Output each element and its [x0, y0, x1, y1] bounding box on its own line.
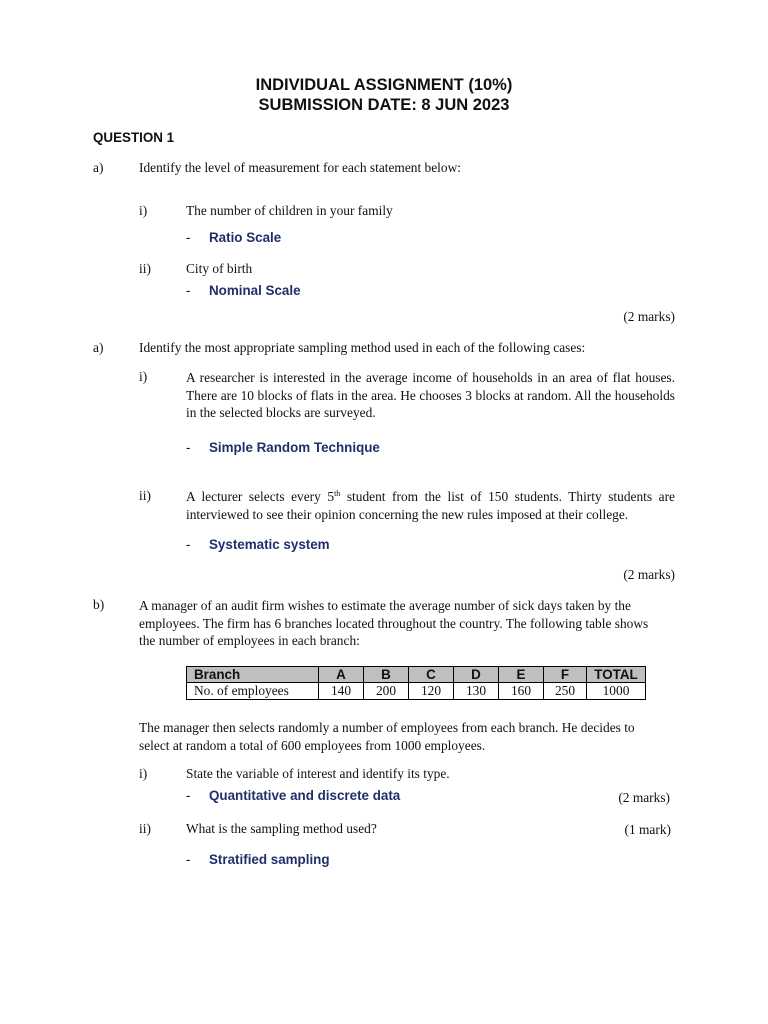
- table-cell: 250: [544, 683, 587, 700]
- table-row: [187, 683, 646, 700]
- table-cell: 120: [409, 683, 454, 700]
- part-followup-text: The manager then selects randomly a number of employees from each branch. He decides to select at random a total of 600 employees from 1000 employees.: [139, 720, 635, 753]
- answer-line: [186, 230, 190, 246]
- item-text: What is the sampling method used?: [186, 821, 377, 836]
- marks: (2 marks): [623, 309, 675, 324]
- marks: (2 marks): [618, 790, 670, 805]
- marks: (1 mark): [624, 822, 671, 837]
- part-text: A manager of an audit firm wishes to estimate the average number of sick days taken by the employees. The firm has 6 branches located throughout the country. The following table shows the number of employees in each branch:: [139, 598, 649, 649]
- part-text: Identify the level of measurement for each statement below:: [139, 160, 461, 175]
- part-label: a): [93, 160, 104, 175]
- answer-dash: -: [186, 788, 191, 803]
- table-cell: 1000: [587, 683, 646, 700]
- answer: Systematic system: [209, 537, 330, 552]
- answer-line: [186, 852, 190, 868]
- table-cell: 160: [499, 683, 544, 700]
- table-header-cell: Branch: [187, 667, 319, 683]
- answer-dash: -: [186, 852, 191, 867]
- table-header-row: [187, 667, 646, 683]
- answer-line: [186, 440, 190, 456]
- item-number: ii): [139, 261, 151, 276]
- item-text: City of birth: [186, 261, 253, 276]
- answer: Simple Random Technique: [209, 440, 380, 455]
- table-cell: No. of employees: [187, 683, 319, 700]
- employees-table: [186, 666, 646, 700]
- item-text-start: A lecturer selects every 5: [186, 489, 335, 504]
- table-cell: 140: [319, 683, 364, 700]
- table-cell: 200: [364, 683, 409, 700]
- item-number: i): [139, 203, 148, 218]
- item-text: A researcher is interested in the average income of households in an area of flat houses. There are 10 blocks of flats in the area. He chooses 3 blocks at random. All the households in the selected blocks are surveyed.: [186, 370, 675, 421]
- question-heading: QUESTION 1: [93, 130, 175, 145]
- table-header-cell: A: [319, 667, 364, 683]
- table-header-cell: C: [409, 667, 454, 683]
- item-text-end: student from the list of 150 students. Thirty students are interviewed to see their opinion concerning the new rules imposed at their college.: [186, 489, 675, 522]
- submission-date: SUBMISSION DATE: 8 JUN 2023: [258, 96, 510, 114]
- assignment-title: INDIVIDUAL ASSIGNMENT (10%): [255, 76, 513, 94]
- item-text: State the variable of interest and identify its type.: [186, 766, 450, 781]
- marks: (2 marks): [623, 567, 675, 582]
- answer: Ratio Scale: [209, 230, 282, 245]
- answer-dash: -: [186, 537, 191, 552]
- table-header-cell: TOTAL: [587, 667, 646, 683]
- item-number: i): [139, 766, 148, 781]
- answer: Nominal Scale: [209, 283, 301, 298]
- answer-line: [186, 788, 190, 804]
- item-number: ii): [139, 488, 151, 503]
- item-number: i): [139, 369, 148, 384]
- answer-dash: -: [186, 440, 191, 455]
- table-cell: 130: [454, 683, 499, 700]
- part-text: Identify the most appropriate sampling method used in each of the following cases:: [139, 340, 586, 355]
- part-label: b): [93, 597, 105, 612]
- item-text: [186, 488, 675, 523]
- answer-dash: -: [186, 283, 191, 298]
- part-label: a): [93, 340, 104, 355]
- ordinal-suffix: th: [334, 489, 341, 498]
- table-header-cell: E: [499, 667, 544, 683]
- answer-line: [186, 283, 190, 299]
- answer: Stratified sampling: [209, 852, 330, 867]
- item-text: The number of children in your family: [186, 203, 393, 218]
- answer-dash: -: [186, 230, 191, 245]
- table-header-cell: F: [544, 667, 587, 683]
- table-header-cell: B: [364, 667, 409, 683]
- answer: Quantitative and discrete data: [209, 788, 401, 803]
- item-number: ii): [139, 821, 151, 836]
- answer-line: [186, 537, 190, 553]
- table-header-cell: D: [454, 667, 499, 683]
